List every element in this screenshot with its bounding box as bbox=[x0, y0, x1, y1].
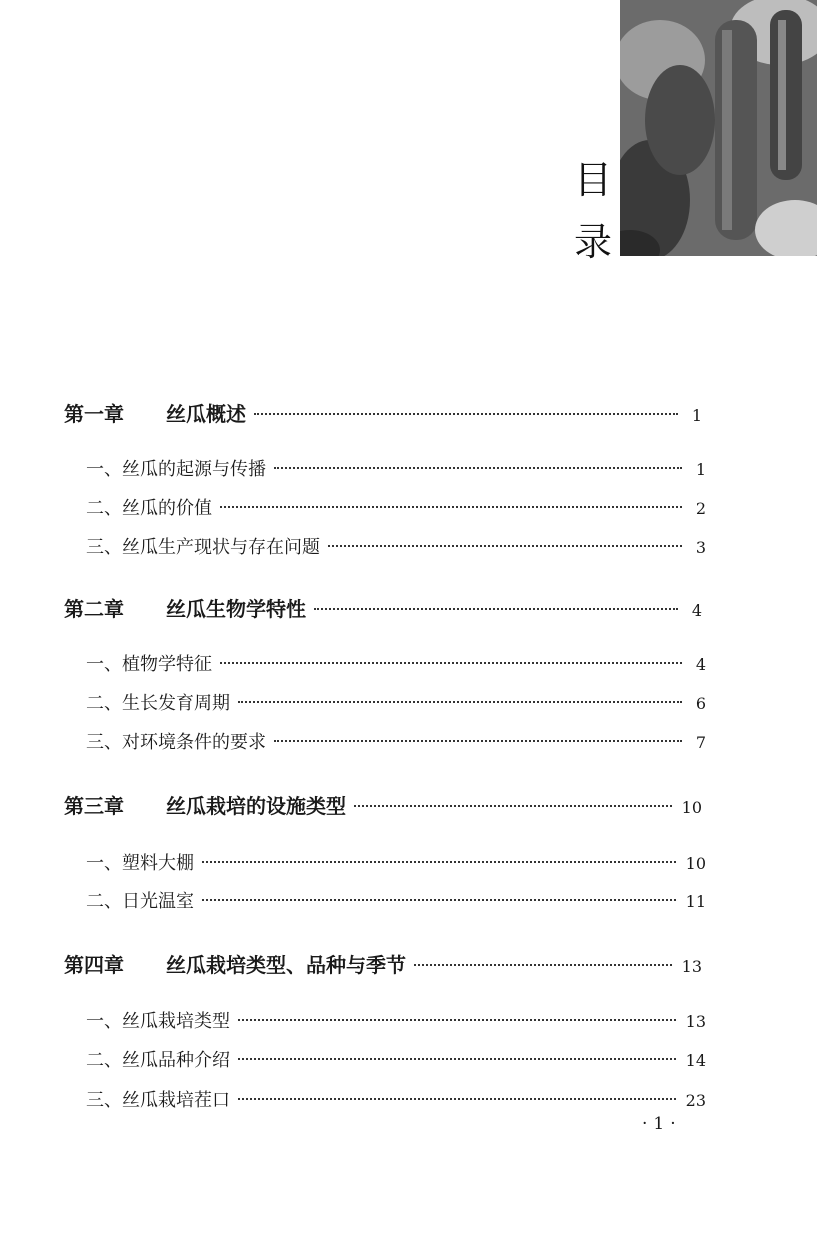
chapter-title: 丝瓜生物学特性 bbox=[166, 597, 306, 621]
section-number: 三、 bbox=[86, 732, 122, 753]
page-number: 3 bbox=[695, 538, 706, 557]
section-title: 丝瓜栽培类型 bbox=[122, 1011, 230, 1032]
chapter-number: 第二章 bbox=[64, 597, 124, 621]
section-title: 对环境条件的要求 bbox=[122, 732, 266, 753]
section-number: 二、 bbox=[86, 693, 122, 714]
page-number: 7 bbox=[695, 733, 706, 752]
section-number: 二、 bbox=[86, 1050, 122, 1071]
dot-leader bbox=[220, 505, 682, 508]
section-title: 塑料大棚 bbox=[122, 853, 194, 874]
toc-chapter-entry bbox=[64, 790, 702, 819]
page-number: 13 bbox=[681, 957, 702, 976]
toc-section-entry bbox=[86, 849, 706, 875]
page-number: 11 bbox=[685, 892, 706, 911]
dot-leader bbox=[202, 898, 676, 901]
dot-leader bbox=[202, 860, 676, 863]
chapter-number: 第四章 bbox=[64, 953, 124, 977]
title-char-1: 目 bbox=[574, 158, 613, 202]
section-title: 丝瓜的价值 bbox=[122, 498, 212, 519]
section-title: 生长发育周期 bbox=[122, 693, 230, 714]
section-number: 一、 bbox=[86, 1011, 122, 1032]
toc-chapter-entry bbox=[64, 949, 702, 978]
section-title: 丝瓜的起源与传播 bbox=[122, 459, 266, 480]
section-title: 丝瓜品种介绍 bbox=[122, 1050, 230, 1071]
toc-section-entry bbox=[86, 494, 706, 520]
section-number: 三、 bbox=[86, 1090, 122, 1111]
chapter-title: 丝瓜栽培类型、品种与季节 bbox=[166, 953, 406, 977]
chapter-number: 第三章 bbox=[64, 794, 124, 818]
section-number: 一、 bbox=[86, 459, 122, 480]
section-number: 三、 bbox=[86, 537, 122, 558]
dot-leader bbox=[254, 412, 678, 415]
section-number: 一、 bbox=[86, 654, 122, 675]
page-number: 1 bbox=[695, 460, 706, 479]
title-char-2: 录 bbox=[574, 220, 613, 264]
dot-leader bbox=[238, 1097, 676, 1100]
dot-leader bbox=[414, 963, 672, 966]
dot-leader bbox=[274, 739, 682, 742]
chapter-title: 丝瓜概述 bbox=[166, 402, 246, 426]
section-title: 丝瓜栽培茬口 bbox=[122, 1090, 230, 1111]
toc-section-entry bbox=[86, 728, 706, 754]
toc-section-entry bbox=[86, 650, 706, 676]
section-title: 丝瓜生产现状与存在问题 bbox=[122, 537, 320, 558]
page-number: 4 bbox=[691, 601, 702, 620]
page-number: 13 bbox=[685, 1012, 706, 1031]
toc-section-entry bbox=[86, 887, 706, 913]
dot-leader bbox=[328, 544, 682, 547]
toc-chapter-entry bbox=[64, 398, 702, 427]
chapter-title: 丝瓜栽培的设施类型 bbox=[166, 794, 346, 818]
section-title: 植物学特征 bbox=[122, 654, 212, 675]
dot-leader bbox=[238, 1018, 676, 1021]
page-number: 1 bbox=[691, 406, 702, 425]
dot-leader bbox=[238, 700, 682, 703]
toc-chapter-entry bbox=[64, 593, 702, 622]
section-number: 二、 bbox=[86, 498, 122, 519]
dot-leader bbox=[274, 466, 682, 469]
luffa-photo bbox=[620, 0, 817, 256]
chapter-number: 第一章 bbox=[64, 402, 124, 426]
section-number: 二、 bbox=[86, 891, 122, 912]
section-title: 日光温室 bbox=[122, 891, 194, 912]
dot-leader bbox=[238, 1057, 676, 1060]
toc-section-entry bbox=[86, 689, 706, 715]
page-number: 23 bbox=[685, 1091, 706, 1110]
toc-section-entry bbox=[86, 533, 706, 559]
page-number: 10 bbox=[685, 854, 706, 873]
section-number: 一、 bbox=[86, 853, 122, 874]
page-number: 10 bbox=[681, 798, 702, 817]
page-folio: ·1· bbox=[642, 1114, 682, 1134]
page-number: 2 bbox=[695, 499, 706, 518]
toc-section-entry bbox=[86, 1086, 706, 1112]
toc-section-entry bbox=[86, 1046, 706, 1072]
dot-leader bbox=[314, 607, 678, 610]
toc-section-entry bbox=[86, 455, 706, 481]
page-number: 4 bbox=[695, 655, 706, 674]
toc-section-entry bbox=[86, 1007, 706, 1033]
page-number: 6 bbox=[695, 694, 706, 713]
page-number: 14 bbox=[685, 1051, 706, 1070]
dot-leader bbox=[220, 661, 682, 664]
dot-leader bbox=[354, 804, 672, 807]
